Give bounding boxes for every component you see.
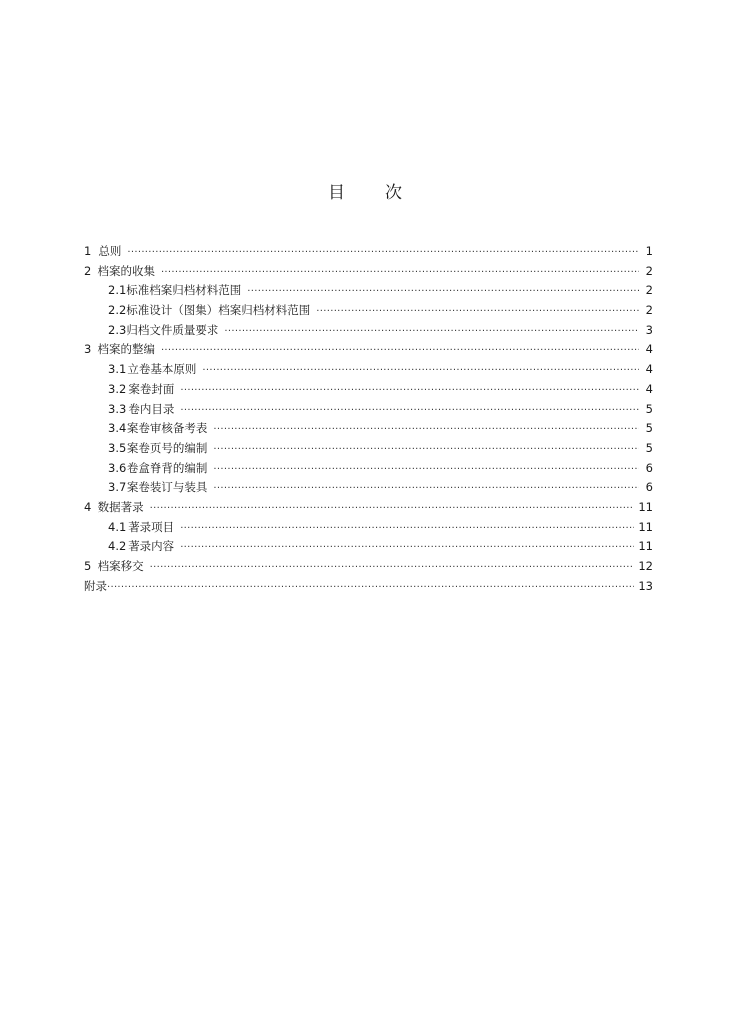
toc-entry-page-number: 6 [645,460,653,475]
toc-entry-number: 3.3 [108,401,127,416]
toc-entry-label: 案卷装订与装具 [126,480,208,495]
toc-entry-label: 著录项目 [128,519,175,534]
toc-entry-page-number: 3 [645,322,653,337]
toc-entry[interactable] [84,439,653,459]
toc-entry-number: 3 [84,342,92,357]
toc-leader-dots [224,321,639,342]
toc-leader-dots [150,557,635,578]
toc-leader-dots [127,242,639,263]
toc-entry[interactable] [84,380,653,400]
toc-entry-label: 归档文件质量要求 [126,322,219,337]
toc-leader-dots [202,360,639,381]
toc-entry[interactable] [84,478,653,498]
toc-entry-label: 案卷审核备考表 [126,421,208,436]
toc-leader-dots [150,498,635,519]
toc-entry-number: 3.5 [108,440,127,455]
toc-leader-dots [180,537,634,558]
toc-entry-page-number: 6 [645,480,653,495]
toc-entry-number: 2.1 [108,283,127,298]
toc-entry-label: 立卷基本原则 [127,362,197,377]
toc-entry-label: 案卷封面 [128,381,175,396]
toc-entry-label: 卷盒脊背的编制 [126,460,208,475]
toc-entry-page-number: 11 [638,499,653,514]
toc-leader-dots [161,340,639,361]
toc-entry-label: 档案的整编 [97,342,155,357]
toc-leader-dots [247,281,639,302]
toc-entry-page-number: 11 [638,519,653,534]
toc-entry-page-number: 4 [645,362,653,377]
toc-entry[interactable] [84,557,653,577]
toc-entry-page-number: 5 [645,440,653,455]
toc-entry-number: 3.6 [108,460,127,475]
toc-entry-label: 标准设计（图集）档案归档材料范围 [126,303,311,318]
toc-entry[interactable] [84,459,653,479]
toc-leader-dots [107,577,634,598]
toc-leader-dots [213,439,639,460]
toc-entry[interactable] [84,262,653,282]
toc-leader-dots [213,459,639,480]
toc-entry-label: 总则 [98,244,122,258]
toc-entry-page-number: 12 [638,559,653,573]
toc-entry-page-number: 4 [645,342,653,357]
toc-entry[interactable] [84,518,653,538]
toc-entry-number: 3.1 [108,362,127,377]
toc-entry-label: 著录内容 [128,539,175,554]
toc-entry-label: 数据著录 [97,499,144,514]
toc-entry-number: 5 [84,559,92,573]
table-of-contents [84,242,653,596]
toc-entry[interactable] [84,360,653,380]
toc-entry[interactable] [84,419,653,439]
toc-leader-dots [213,478,639,499]
toc-entry[interactable] [84,537,653,557]
toc-entry-number: 2.2 [108,303,127,318]
toc-entry-label: 标准档案归档材料范围 [126,283,242,298]
toc-leader-dots [180,400,639,421]
toc-entry-page-number: 5 [645,421,653,436]
toc-entry-page-number: 11 [638,539,653,554]
toc-entry-page-number: 2 [645,303,653,318]
toc-entry-label: 案卷页号的编制 [126,440,208,455]
page-title [0,178,730,203]
toc-entry-number: 4 [84,499,92,514]
toc-entry-label: 卷内目录 [128,401,175,416]
toc-entry[interactable] [84,498,653,518]
toc-entry-number: 4.2 [108,539,127,554]
toc-entry[interactable] [84,242,653,262]
toc-entry-number: 2.3 [108,322,127,337]
toc-leader-dots [180,518,634,539]
toc-leader-dots [316,301,639,322]
toc-entry-page-number: 2 [645,283,653,298]
toc-leader-dots [213,419,639,440]
toc-entry-label: 附录 [84,578,107,593]
toc-entry-number: 3.4 [108,421,127,436]
toc-entry-number: 2 [84,263,92,278]
toc-entry[interactable] [84,281,653,301]
toc-entry-label: 档案移交 [97,559,144,573]
toc-entry-page-number: 2 [645,263,653,278]
title-char-1: 目 [328,183,345,203]
toc-entry-number: 3.2 [108,381,127,396]
toc-entry[interactable] [84,577,653,597]
toc-entry-page-number: 1 [645,244,653,258]
title-char-2: 次 [385,183,402,203]
toc-entry-page-number: 13 [638,578,653,593]
toc-entry[interactable] [84,340,653,360]
toc-entry-page-number: 4 [645,381,653,396]
toc-entry-label: 档案的收集 [97,263,155,278]
toc-entry-page-number: 5 [645,401,653,416]
toc-entry[interactable] [84,301,653,321]
toc-entry-number: 4.1 [108,519,127,534]
toc-entry[interactable] [84,400,653,420]
toc-leader-dots [180,380,639,401]
toc-entry-number: 1 [84,244,92,258]
toc-leader-dots [161,262,639,283]
toc-entry[interactable] [84,321,653,341]
toc-entry-number: 3.7 [108,480,127,495]
